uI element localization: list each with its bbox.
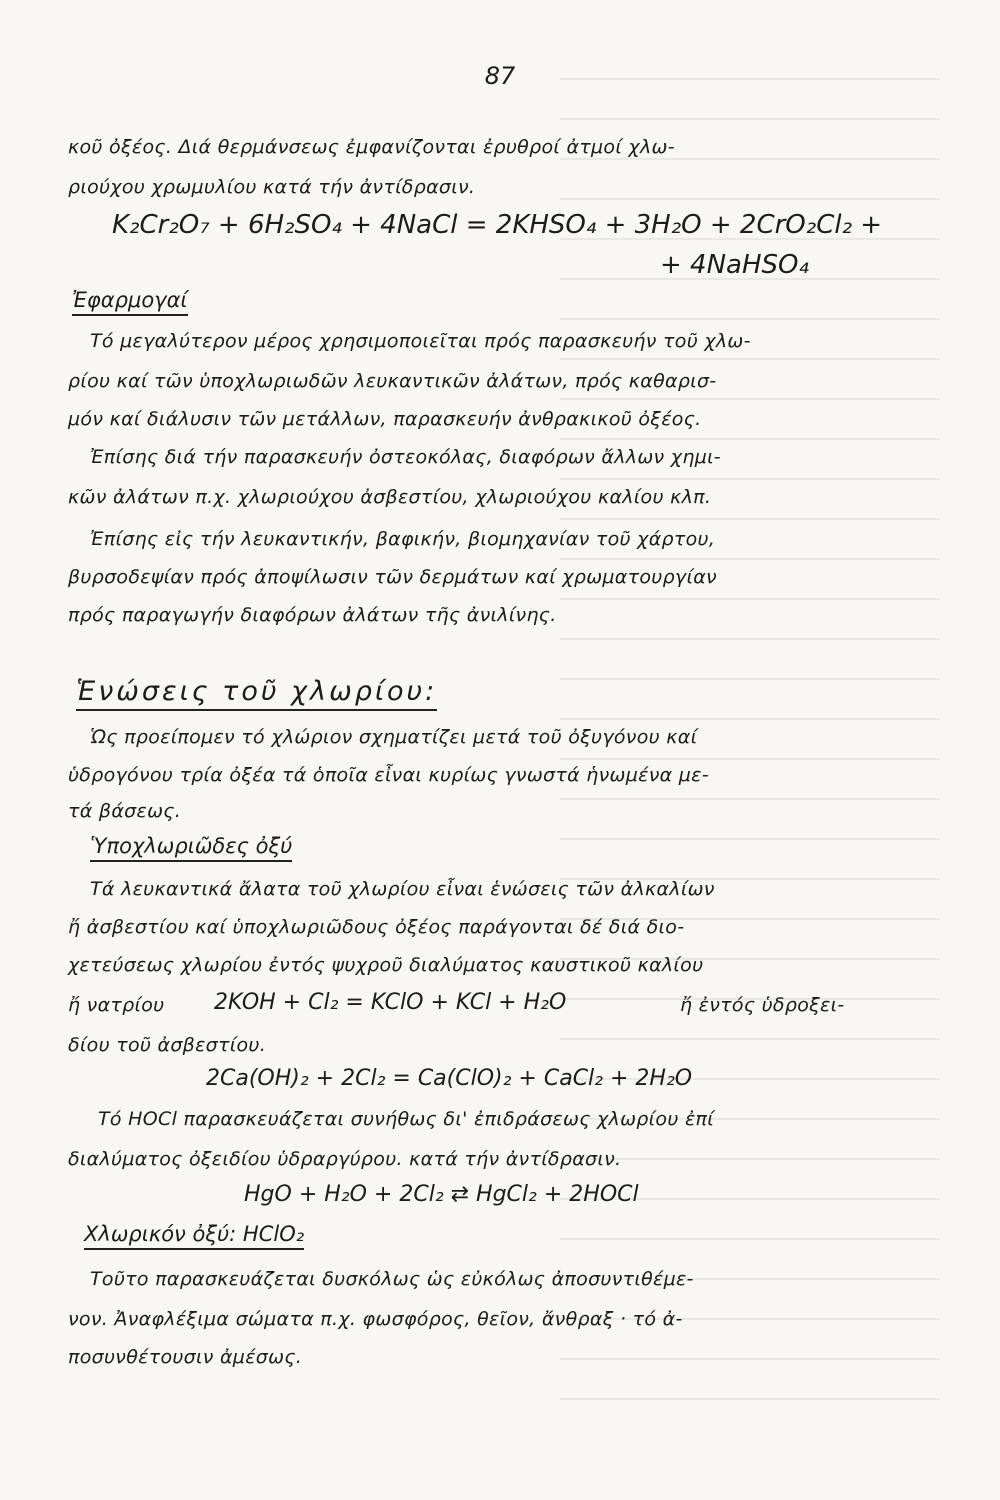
formula-dichromate-cont: + 4NaHSO₄ [660,250,809,280]
text-line: μόν καί διάλυσιν τῶν μετάλλων, παρασκευήν ἀνθρακικοῦ ὀξέος. [68,408,702,430]
formula-mercury-oxide: HgO + H₂O + 2Cl₂ ⇄ HgCl₂ + 2HOCl [244,1182,639,1207]
text-line: χετεύσεως χλωρίου ἐντός ψυχροῦ διαλύματος καυστικοῦ καλίου [68,954,704,976]
heading-applications: Ἐφαρμογαί [72,288,188,316]
text-line: νον. Ἀναφλέξιμα σώματα π.χ. φωσφόρος, θεῖον, ἄνθραξ · τό ἀ- [68,1308,683,1330]
text-line: Τά λευκαντικά ἄλατα τοῦ χλωρίου εἶναι ἑνώσεις τῶν ἀλκαλίων [90,878,715,900]
text-line: Ἐπίσης διά τήν παρασκευήν ὀστεοκόλας, διαφόρων ἄλλων χημι- [90,446,721,468]
text-line: ἤ ἐντός ὑδροξει- [680,994,845,1016]
formula-dichromate: K₂Cr₂O₇ + 6H₂SO₄ + 4NaCl = 2KHSO₄ + 3H₂O + 2CrO₂Cl₂ + [112,210,883,240]
text-line: ὑδρογόνου τρία ὀξέα τά ὁποῖα εἶναι κυρίως γνωστά ἡνωμένα με- [68,764,709,786]
formula-koh-chlorine: 2KOH + Cl₂ = KClO + KCl + H₂O [214,990,567,1015]
heading-chlorous-acid: Χλωρικόν ὀξύ: HClO₂ [84,1222,304,1250]
text-line: πρός παραγωγήν διαφόρων ἀλάτων τῆς ἀνιλίνης. [68,604,557,626]
text-line: τά βάσεως. [68,800,182,822]
heading-hypochlorous-acid: Ὑποχλωριῶδες ὀξύ [90,834,292,862]
text-line: ἤ νατρίου [68,994,165,1016]
heading-chlorine-compounds: Ἑνώσεις τοῦ χλωρίου: [76,676,437,711]
text-line: Τό HOCl παρασκευάζεται συνήθως δι' ἐπιδράσεως χλωρίου ἐπί [98,1108,714,1130]
text-line: ἤ ἀσβεστίου καί ὑποχλωριῶδους ὀξέος παράγονται δέ διά διο- [68,916,685,938]
text-line: Ἐπίσης εἰς τήν λευκαντικήν, βαφικήν, βιομηχανίαν τοῦ χάρτου, [90,528,716,550]
page-number: 87 [484,62,516,90]
text-line: κοῦ ὀξέος. Διά θερμάνσεως ἐμφανίζονται ἐρυθροί ἀτμοί χλω- [68,136,675,158]
formula-calcium-hydroxide: 2Ca(OH)₂ + 2Cl₂ = Ca(ClO)₂ + CaCl₂ + 2H₂O [206,1066,693,1091]
text-line: ρίου καί τῶν ὑποχλωριωδῶν λευκαντικῶν ἀλάτων, πρός καθαρισ- [68,370,717,392]
text-line: Ὡς προείπομεν τό χλώριον σχηματίζει μετά τοῦ ὀξυγόνου καί [90,726,698,748]
text-line: ποσυνθέτουσιν ἀμέσως. [68,1346,303,1368]
text-line: βυρσοδεψίαν πρός ἀποψίλωσιν τῶν δερμάτων καί χρωματουργίαν [68,566,717,588]
text-line: διαλύματος ὀξειδίου ὑδραργύρου. κατά τήν ἀντίδρασιν. [68,1148,622,1170]
text-line: Τό μεγαλύτερον μέρος χρησιμοποιεῖται πρός παρασκευήν τοῦ χλω- [90,330,751,352]
text-line: ριούχου χρωμυλίου κατά τήν ἀντίδρασιν. [68,176,476,198]
text-line: Τοῦτο παρασκευάζεται δυσκόλως ὡς εὐκόλως ἀποσυντιθέμε- [90,1268,694,1290]
text-line: δίου τοῦ ἀσβεστίου. [68,1034,267,1056]
text-line: κῶν ἀλάτων π.χ. χλωριούχου ἀσβεστίου, χλωριούχου καλίου κλπ. [68,486,712,508]
